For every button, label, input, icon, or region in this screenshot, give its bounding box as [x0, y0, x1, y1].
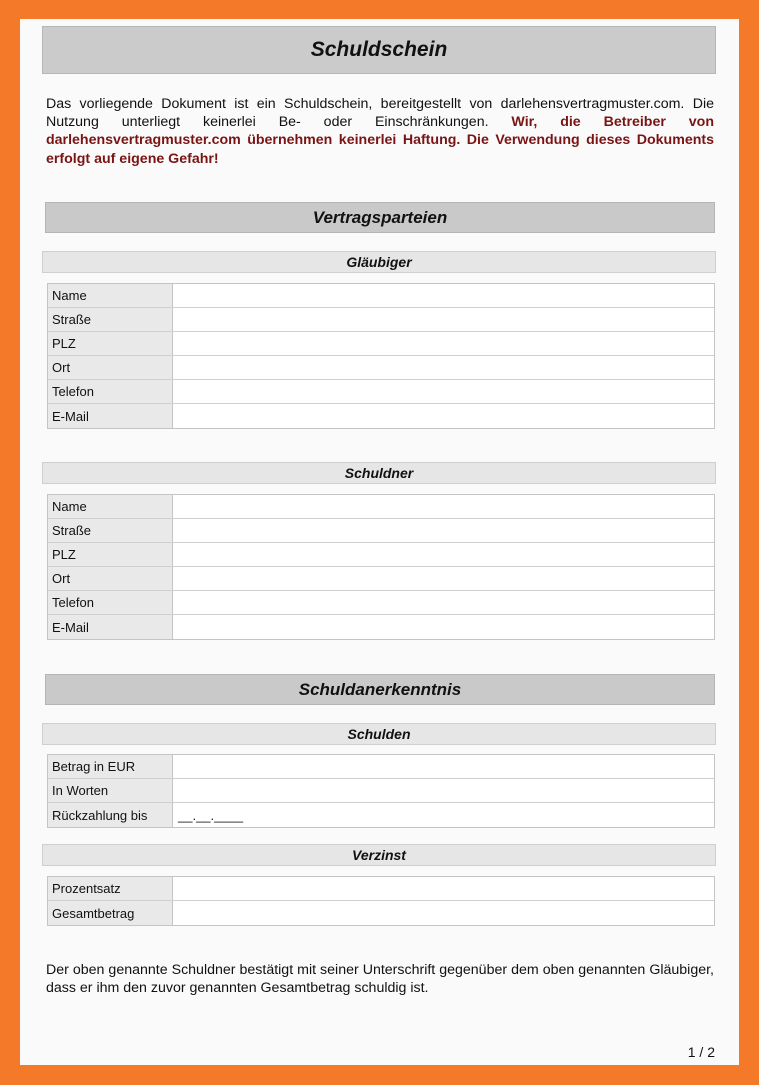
field-label: Name [48, 495, 173, 518]
field-label: Telefon [48, 380, 173, 403]
schulden-row-rueckzahlung [48, 803, 714, 827]
field-label: In Worten [48, 779, 173, 802]
schuldner-plz-field[interactable] [173, 543, 714, 566]
field-label: PLZ [48, 543, 173, 566]
subsection-verzinst: Verzinst [42, 844, 716, 866]
field-label: Betrag in EUR [48, 755, 173, 778]
document-title: Schuldschein [42, 26, 716, 74]
schuldner-row-plz [48, 543, 714, 567]
verzinst-table [47, 876, 715, 926]
schuldner-row-name [48, 495, 714, 519]
section-schuldanerkenntnis: Schuldanerkenntnis [45, 674, 715, 705]
document-page [20, 19, 739, 1065]
schuldner-ort-field[interactable] [173, 567, 714, 590]
subsection-schulden: Schulden [42, 723, 716, 745]
schulden-table [47, 754, 715, 828]
glaeubiger-ort-field[interactable] [173, 356, 714, 379]
field-label: Ort [48, 356, 173, 379]
field-label: PLZ [48, 332, 173, 355]
field-label: Gesamtbetrag [48, 901, 173, 925]
section-vertragsparteien: Vertragsparteien [45, 202, 715, 233]
closing-paragraph: Der oben genannte Schuldner bestätigt mit seiner Unterschrift gegenüber dem oben genannten Gläubiger, dass er ihm den zuvor genannten Gesamtbetrag schuldig ist. [46, 962, 714, 997]
schuldner-row-email [48, 615, 714, 639]
glaeubiger-name-field[interactable] [173, 284, 714, 307]
prozentsatz-field[interactable] [173, 877, 714, 900]
schuldner-row-ort [48, 567, 714, 591]
page-number: 1 / 2 [687, 1044, 715, 1060]
field-label: Telefon [48, 591, 173, 614]
schuldner-strasse-field[interactable] [173, 519, 714, 542]
field-label: Straße [48, 308, 173, 331]
glaeubiger-row-plz [48, 332, 714, 356]
betrag-field[interactable] [173, 755, 714, 778]
field-label: Straße [48, 519, 173, 542]
glaeubiger-row-telefon [48, 380, 714, 404]
rueckzahlung-date-field[interactable]: __.__.____ [178, 807, 244, 823]
field-label: Prozentsatz [48, 877, 173, 900]
in-worten-field[interactable] [173, 779, 714, 802]
glaeubiger-telefon-field[interactable] [173, 380, 714, 403]
glaeubiger-row-ort [48, 356, 714, 380]
glaeubiger-row-email [48, 404, 714, 428]
intro-text: Das vorliegende Dokument ist ein Schuldschein, bereitgestellt von darlehensvertragmuster.com. Die Nutzung unterliegt keinerlei Be- oder Einschränkungen. [46, 96, 714, 131]
intro-paragraph [46, 95, 714, 168]
schuldner-name-field[interactable] [173, 495, 714, 518]
glaeubiger-table [47, 283, 715, 429]
field-label: E-Mail [48, 615, 173, 639]
glaeubiger-strasse-field[interactable] [173, 308, 714, 331]
schuldner-row-strasse [48, 519, 714, 543]
glaeubiger-plz-field[interactable] [173, 332, 714, 355]
verzinst-row-gesamtbetrag [48, 901, 714, 925]
schuldner-email-field[interactable] [173, 615, 714, 639]
glaeubiger-email-field[interactable] [173, 404, 714, 428]
intro-warning: Wir, die Betreiber von darlehensvertragmuster.com übernehmen keinerlei Haftung. Die Verwendung dieses Dokuments erfolgt auf eigene Gefahr! [46, 114, 714, 167]
schuldner-table [47, 494, 715, 640]
verzinst-row-prozentsatz [48, 877, 714, 901]
subsection-glaeubiger: Gläubiger [42, 251, 716, 273]
schulden-row-worten [48, 779, 714, 803]
schuldner-row-telefon [48, 591, 714, 615]
schuldner-telefon-field[interactable] [173, 591, 714, 614]
glaeubiger-row-name [48, 284, 714, 308]
field-label: Rückzahlung bis [48, 803, 173, 827]
field-label: Name [48, 284, 173, 307]
glaeubiger-row-strasse [48, 308, 714, 332]
subsection-schuldner: Schuldner [42, 462, 716, 484]
schulden-row-betrag [48, 755, 714, 779]
field-label: E-Mail [48, 404, 173, 428]
field-label: Ort [48, 567, 173, 590]
gesamtbetrag-field[interactable] [173, 901, 714, 925]
